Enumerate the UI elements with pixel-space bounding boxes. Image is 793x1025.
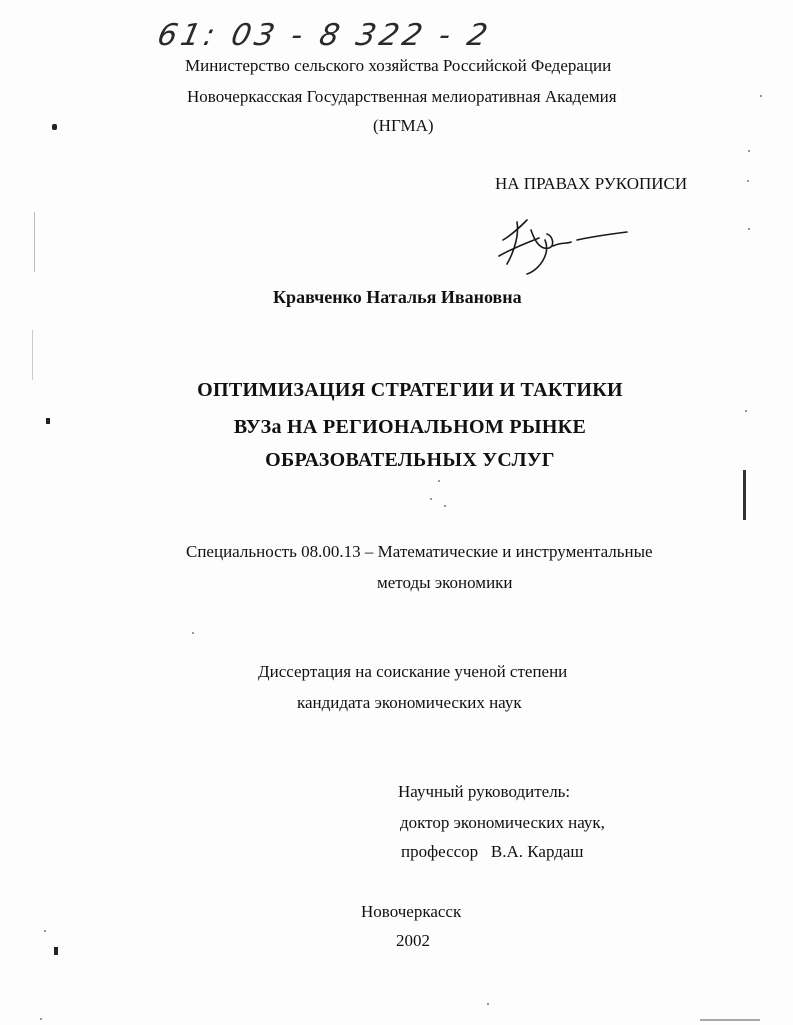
handwritten-archive-mark: 61: 03 - 8 322 - 2 xyxy=(154,18,495,53)
academy-abbreviation: (НГМА) xyxy=(373,116,434,135)
supervisor-name: профессор В.А. Кардаш xyxy=(401,842,584,861)
scan-speck xyxy=(747,180,749,182)
scan-margin-line xyxy=(743,470,746,520)
scan-speck xyxy=(748,150,750,152)
year: 2002 xyxy=(396,931,430,950)
scan-edge-noise xyxy=(700,1019,760,1021)
dissertation-title-line-3: ОБРАЗОВАТЕЛЬНЫХ УСЛУГ xyxy=(265,449,555,471)
supervisor-label: Научный руководитель: xyxy=(398,782,571,801)
scan-margin-line xyxy=(32,330,33,380)
academy-name: Новочеркасская Государственная мелиоративная Академия xyxy=(187,87,617,106)
author-signature xyxy=(495,212,630,277)
scan-mark-dot xyxy=(52,124,57,130)
scan-speck xyxy=(444,505,446,507)
scan-speck xyxy=(760,95,762,97)
scan-speck xyxy=(192,632,194,634)
dissertation-degree-line-2: кандидата экономических наук xyxy=(297,693,522,712)
specialty-line-1: Специальность 08.00.13 – Математические и инструментальные xyxy=(186,542,653,561)
scan-speck xyxy=(745,410,747,412)
dissertation-title-line-1: ОПТИМИЗАЦИЯ СТРАТЕГИИ И ТАКТИКИ xyxy=(197,379,623,401)
scan-speck xyxy=(40,1018,42,1020)
scan-margin-line xyxy=(34,212,35,272)
scan-speck xyxy=(44,930,46,932)
scan-speck xyxy=(438,480,440,482)
manuscript-rights-label: НА ПРАВАХ РУКОПИСИ xyxy=(495,174,688,193)
ministry-name: Министерство сельского хозяйства Российской Федерации xyxy=(185,56,612,75)
supervisor-degree: доктор экономических наук, xyxy=(400,813,605,832)
scan-mark-dot xyxy=(46,418,50,424)
scan-speck xyxy=(430,498,432,500)
scan-mark-dot xyxy=(54,947,58,955)
scan-speck xyxy=(748,228,750,230)
city: Новочеркасск xyxy=(361,902,462,921)
specialty-line-2: методы экономики xyxy=(377,573,513,592)
author-name: Кравченко Наталья Ивановна xyxy=(273,287,522,307)
dissertation-title-line-2: ВУЗа НА РЕГИОНАЛЬНОМ РЫНКЕ xyxy=(233,416,587,438)
dissertation-degree-line-1: Диссертация на соискание ученой степени xyxy=(258,662,568,681)
scan-speck xyxy=(487,1003,489,1005)
